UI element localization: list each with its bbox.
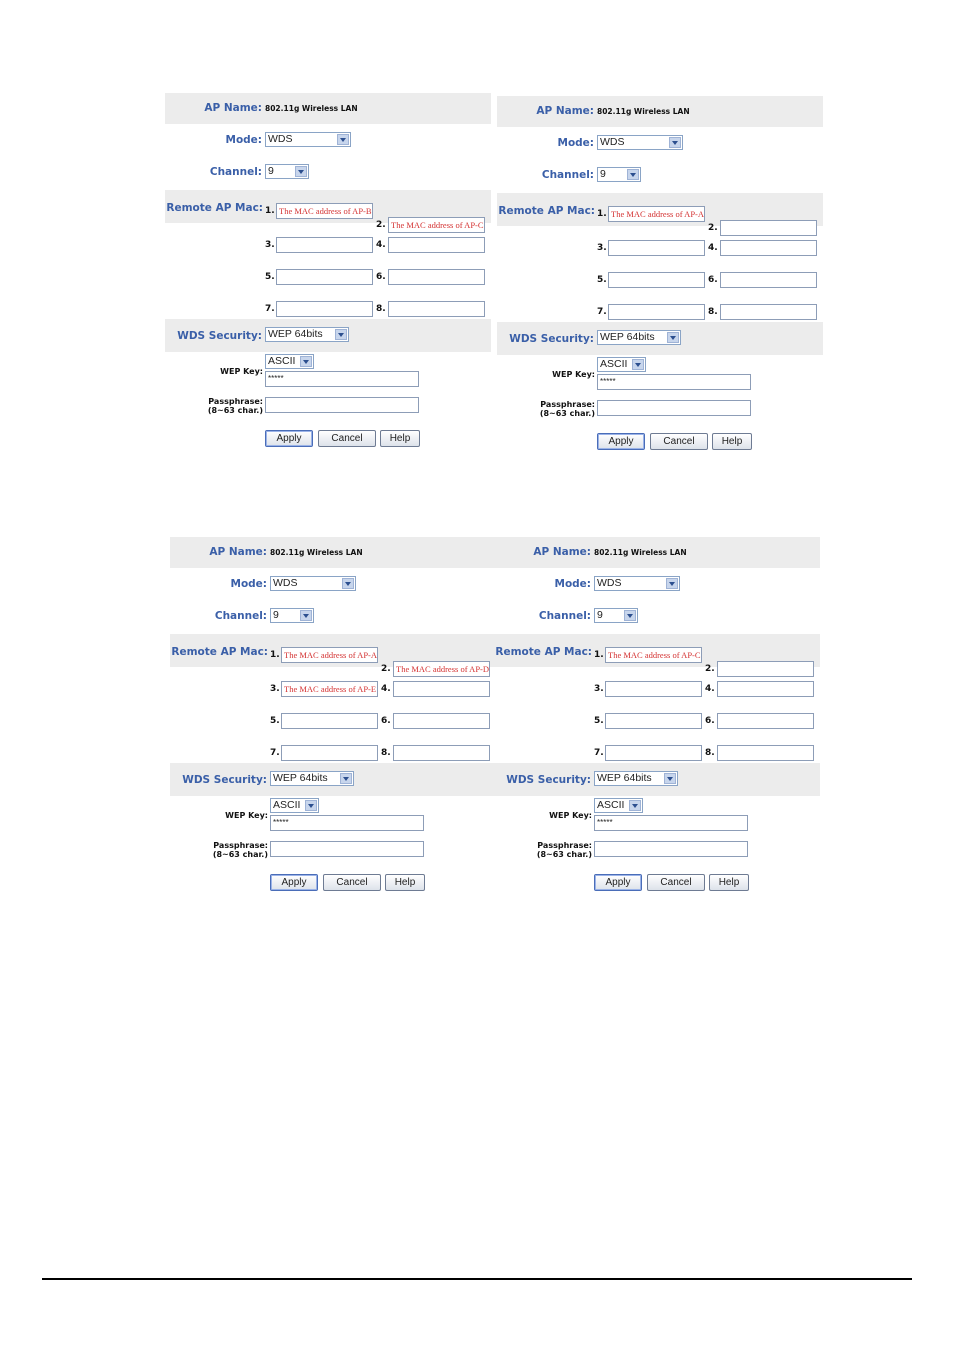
remote-ap-mac-1-input[interactable]: The MAC address of AP-A bbox=[608, 206, 705, 222]
remote-ap-mac-1-input[interactable]: The MAC address of AP-B bbox=[276, 203, 373, 219]
mac-index-8: 8. bbox=[376, 304, 386, 314]
passphrase-input[interactable] bbox=[594, 841, 748, 857]
apply-button[interactable]: Apply bbox=[265, 430, 313, 447]
channel-select[interactable] bbox=[597, 167, 641, 182]
mode-select[interactable] bbox=[270, 576, 356, 591]
wep-key-label: WEP Key: bbox=[220, 367, 263, 376]
remote-ap-mac-6-input[interactable] bbox=[717, 713, 814, 729]
footer-rule bbox=[42, 1278, 912, 1280]
remote-ap-mac-label: Remote AP Mac: bbox=[495, 646, 592, 658]
wds-security-label: WDS Security: bbox=[177, 330, 262, 342]
apply-button[interactable]: Apply bbox=[270, 874, 318, 891]
remote-ap-mac-3-input[interactable] bbox=[608, 240, 705, 256]
wds-security-label: WDS Security: bbox=[506, 774, 591, 786]
mode-value: WDS bbox=[597, 577, 622, 589]
channel-value: 9 bbox=[600, 168, 606, 180]
mac-index-4: 4. bbox=[381, 684, 391, 694]
wds-security-label: WDS Security: bbox=[182, 774, 267, 786]
remote-ap-mac-2-input[interactable] bbox=[720, 220, 817, 236]
remote-ap-mac-label: Remote AP Mac: bbox=[166, 202, 263, 214]
mac-index-3: 3. bbox=[597, 243, 607, 253]
mac-index-1: 1. bbox=[265, 206, 275, 216]
mac-index-2: 2. bbox=[376, 220, 386, 230]
remote-ap-mac-6-input[interactable] bbox=[720, 272, 817, 288]
remote-ap-mac-5-input[interactable] bbox=[281, 713, 378, 729]
mode-value: WDS bbox=[273, 577, 298, 589]
mac-index-5: 5. bbox=[265, 272, 275, 282]
ap-name-label: AP Name: bbox=[536, 105, 594, 117]
cancel-button[interactable]: Cancel bbox=[318, 430, 376, 447]
mode-value: WDS bbox=[600, 136, 625, 148]
passphrase-hint: (8~63 char.) bbox=[539, 409, 595, 418]
mac-index-4: 4. bbox=[376, 240, 386, 250]
ap-name-value: 802.11g Wireless LAN bbox=[594, 548, 687, 557]
chevron-down-icon bbox=[629, 800, 641, 811]
chevron-down-icon bbox=[300, 610, 312, 621]
channel-value: 9 bbox=[268, 165, 274, 177]
mac-index-7: 7. bbox=[270, 748, 280, 758]
ap-name-label: AP Name: bbox=[204, 102, 262, 114]
channel-label: Channel: bbox=[214, 610, 267, 622]
mac-index-7: 7. bbox=[594, 748, 604, 758]
wds-security-select[interactable] bbox=[270, 771, 354, 786]
cancel-button[interactable]: Cancel bbox=[650, 433, 708, 450]
chevron-down-icon bbox=[632, 359, 644, 370]
chevron-down-icon bbox=[624, 610, 636, 621]
mac-index-1: 1. bbox=[594, 650, 604, 660]
remote-ap-mac-8-input[interactable] bbox=[393, 745, 490, 761]
remote-ap-mac-2-input[interactable]: The MAC address of AP-D bbox=[393, 661, 490, 677]
ap-name-value: 802.11g Wireless LAN bbox=[270, 548, 363, 557]
wep-key-label: WEP Key: bbox=[552, 370, 595, 379]
remote-ap-mac-label: Remote AP Mac: bbox=[171, 646, 268, 658]
chevron-down-icon bbox=[664, 773, 676, 784]
mode-select[interactable] bbox=[265, 132, 351, 147]
chevron-down-icon bbox=[627, 169, 639, 180]
passphrase-label: Passphrase: bbox=[537, 841, 592, 850]
remote-ap-mac-1-input[interactable]: The MAC address of AP-C bbox=[605, 647, 702, 663]
channel-label: Channel: bbox=[541, 169, 594, 181]
mac-index-2: 2. bbox=[705, 664, 715, 674]
ap-name-row bbox=[165, 93, 491, 124]
mode-channel-rows bbox=[494, 568, 820, 634]
mac-index-5: 5. bbox=[597, 275, 607, 285]
mode-label: Mode: bbox=[557, 137, 594, 149]
wep-key-label: WEP Key: bbox=[225, 811, 268, 820]
wep-key-input[interactable]: ***** bbox=[265, 371, 419, 387]
chevron-down-icon bbox=[340, 773, 352, 784]
remote-ap-mac-3-input[interactable] bbox=[276, 237, 373, 253]
remote-ap-mac-8-input[interactable] bbox=[388, 301, 485, 317]
remote-ap-mac-8-input[interactable] bbox=[717, 745, 814, 761]
mac-index-3: 3. bbox=[594, 684, 604, 694]
chevron-down-icon bbox=[342, 578, 354, 589]
cancel-button[interactable]: Cancel bbox=[323, 874, 381, 891]
mode-value: WDS bbox=[268, 133, 293, 145]
help-button[interactable]: Help bbox=[709, 874, 749, 891]
wep-key-input[interactable]: ***** bbox=[597, 374, 751, 390]
wep-key-input[interactable]: ***** bbox=[270, 815, 424, 831]
wds-security-row bbox=[497, 322, 823, 355]
apply-button[interactable]: Apply bbox=[597, 433, 645, 450]
help-button[interactable]: Help bbox=[380, 430, 420, 447]
mode-label: Mode: bbox=[554, 578, 591, 590]
remote-ap-mac-label: Remote AP Mac: bbox=[498, 205, 595, 217]
key-format-value: ASCII bbox=[597, 799, 625, 811]
ap-name-label: AP Name: bbox=[209, 546, 267, 558]
mac-index-8: 8. bbox=[708, 307, 718, 317]
channel-select[interactable] bbox=[265, 164, 309, 179]
wds-security-value: WEP 64bits bbox=[273, 772, 328, 784]
wds-security-label: WDS Security: bbox=[509, 333, 594, 345]
help-button[interactable]: Help bbox=[385, 874, 425, 891]
mode-channel-rows bbox=[170, 568, 496, 634]
wds-security-select[interactable] bbox=[265, 327, 349, 342]
remote-ap-mac-7-input[interactable] bbox=[608, 304, 705, 320]
wds-security-value: WEP 64bits bbox=[268, 328, 323, 340]
passphrase-label: Passphrase: bbox=[213, 841, 268, 850]
remote-ap-mac-4-input[interactable] bbox=[717, 681, 814, 697]
mac-index-3: 3. bbox=[270, 684, 280, 694]
mode-select[interactable] bbox=[597, 135, 683, 150]
wds-security-row bbox=[165, 319, 491, 352]
chevron-down-icon bbox=[337, 134, 349, 145]
key-format-select[interactable] bbox=[265, 354, 314, 369]
mac-index-6: 6. bbox=[705, 716, 715, 726]
passphrase-label: Passphrase: bbox=[208, 397, 263, 406]
ap-name-value: 802.11g Wireless LAN bbox=[597, 107, 690, 116]
mode-channel-rows bbox=[165, 124, 491, 190]
channel-value: 9 bbox=[597, 609, 603, 621]
mac-index-8: 8. bbox=[705, 748, 715, 758]
passphrase-hint: (8~63 char.) bbox=[536, 850, 592, 859]
help-button[interactable]: Help bbox=[712, 433, 752, 450]
key-format-select[interactable] bbox=[270, 798, 319, 813]
remote-ap-mac-7-input[interactable] bbox=[276, 301, 373, 317]
ap-name-value: 802.11g Wireless LAN bbox=[265, 104, 358, 113]
channel-select[interactable] bbox=[270, 608, 314, 623]
key-format-value: ASCII bbox=[600, 358, 628, 370]
mac-index-6: 6. bbox=[381, 716, 391, 726]
mac-index-2: 2. bbox=[381, 664, 391, 674]
remote-ap-mac-4-input[interactable] bbox=[393, 681, 490, 697]
chevron-down-icon bbox=[305, 800, 317, 811]
wds-security-row bbox=[494, 763, 820, 796]
apply-button[interactable]: Apply bbox=[594, 874, 642, 891]
channel-select[interactable] bbox=[594, 608, 638, 623]
mode-channel-rows bbox=[497, 127, 823, 193]
mac-index-7: 7. bbox=[597, 307, 607, 317]
cancel-button[interactable]: Cancel bbox=[647, 874, 705, 891]
mac-index-1: 1. bbox=[270, 650, 280, 660]
chevron-down-icon bbox=[666, 578, 678, 589]
wep-key-input[interactable]: ***** bbox=[594, 815, 748, 831]
wds-security-select[interactable] bbox=[594, 771, 678, 786]
ap-name-row bbox=[497, 96, 823, 127]
mac-index-2: 2. bbox=[708, 223, 718, 233]
channel-value: 9 bbox=[273, 609, 279, 621]
passphrase-hint: (8~63 char.) bbox=[212, 850, 268, 859]
mac-index-7: 7. bbox=[265, 304, 275, 314]
mac-index-3: 3. bbox=[265, 240, 275, 250]
remote-ap-mac-7-input[interactable] bbox=[281, 745, 378, 761]
passphrase-input[interactable] bbox=[270, 841, 424, 857]
wds-security-value: WEP 64bits bbox=[597, 772, 652, 784]
key-format-select[interactable] bbox=[594, 798, 643, 813]
remote-ap-mac-8-input[interactable] bbox=[720, 304, 817, 320]
wep-key-label: WEP Key: bbox=[549, 811, 592, 820]
chevron-down-icon bbox=[300, 356, 312, 367]
wds-settings-panel bbox=[494, 537, 820, 901]
ap-name-label: AP Name: bbox=[533, 546, 591, 558]
remote-ap-mac-1-input[interactable]: The MAC address of AP-A bbox=[281, 647, 378, 663]
wds-security-row bbox=[170, 763, 496, 796]
mac-index-6: 6. bbox=[708, 275, 718, 285]
wds-security-select[interactable] bbox=[597, 330, 681, 345]
mac-index-6: 6. bbox=[376, 272, 386, 282]
key-format-select[interactable] bbox=[597, 357, 646, 372]
mode-label: Mode: bbox=[225, 134, 262, 146]
mac-index-8: 8. bbox=[381, 748, 391, 758]
remote-ap-mac-6-input[interactable] bbox=[388, 269, 485, 285]
passphrase-input[interactable] bbox=[597, 400, 751, 416]
wds-settings-panel bbox=[170, 537, 496, 901]
wds-settings-panel bbox=[165, 93, 491, 457]
key-format-value: ASCII bbox=[268, 355, 296, 367]
chevron-down-icon bbox=[667, 332, 679, 343]
mac-index-5: 5. bbox=[594, 716, 604, 726]
remote-ap-mac-2-input[interactable]: The MAC address of AP-C bbox=[388, 217, 485, 233]
passphrase-hint: (8~63 char.) bbox=[207, 406, 263, 415]
mode-label: Mode: bbox=[230, 578, 267, 590]
remote-ap-mac-2-input[interactable] bbox=[717, 661, 814, 677]
remote-ap-mac-3-input[interactable]: The MAC address of AP-E bbox=[281, 681, 378, 697]
chevron-down-icon bbox=[335, 329, 347, 340]
remote-ap-mac-7-input[interactable] bbox=[605, 745, 702, 761]
key-format-value: ASCII bbox=[273, 799, 301, 811]
ap-name-row bbox=[494, 537, 820, 568]
remote-ap-mac-4-input[interactable] bbox=[388, 237, 485, 253]
remote-ap-mac-5-input[interactable] bbox=[608, 272, 705, 288]
remote-ap-mac-5-input[interactable] bbox=[276, 269, 373, 285]
passphrase-input[interactable] bbox=[265, 397, 419, 413]
remote-ap-mac-6-input[interactable] bbox=[393, 713, 490, 729]
remote-ap-mac-5-input[interactable] bbox=[605, 713, 702, 729]
mac-index-4: 4. bbox=[708, 243, 718, 253]
remote-ap-mac-3-input[interactable] bbox=[605, 681, 702, 697]
chevron-down-icon bbox=[295, 166, 307, 177]
passphrase-label: Passphrase: bbox=[540, 400, 595, 409]
mac-index-1: 1. bbox=[597, 209, 607, 219]
remote-ap-mac-4-input[interactable] bbox=[720, 240, 817, 256]
mode-select[interactable] bbox=[594, 576, 680, 591]
ap-name-row bbox=[170, 537, 496, 568]
channel-label: Channel: bbox=[538, 610, 591, 622]
mac-index-5: 5. bbox=[270, 716, 280, 726]
wds-settings-panel bbox=[497, 96, 823, 460]
channel-label: Channel: bbox=[209, 166, 262, 178]
mac-index-4: 4. bbox=[705, 684, 715, 694]
wds-security-value: WEP 64bits bbox=[600, 331, 655, 343]
chevron-down-icon bbox=[669, 137, 681, 148]
